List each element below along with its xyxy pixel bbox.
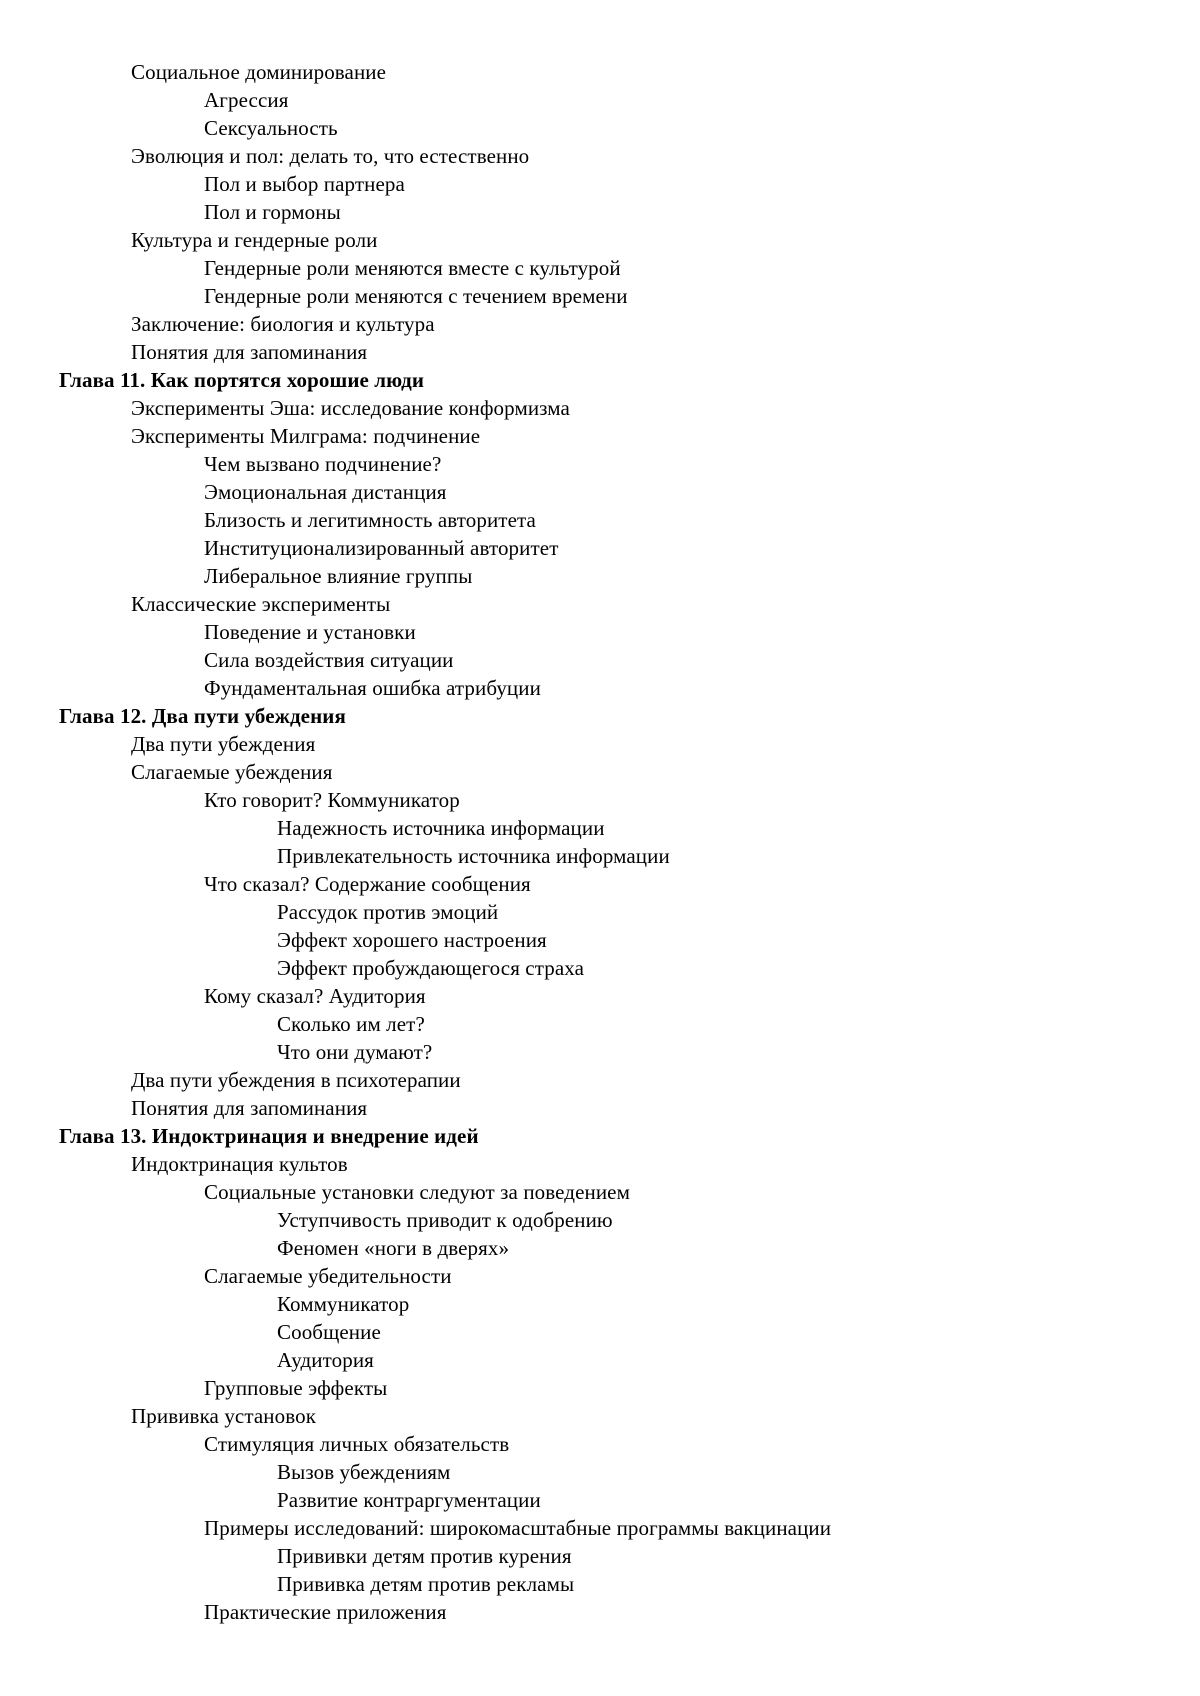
toc-entry: Развитие контраргументации — [277, 1488, 541, 1512]
toc-entry: Вызов убеждениям — [277, 1460, 451, 1484]
toc-entry: Прививки детям против курения — [277, 1544, 572, 1568]
toc-entry: Пол и выбор партнера — [204, 172, 405, 196]
toc-entry: Коммуникатор — [277, 1292, 410, 1316]
chapter-heading: Глава 11. Как портятся хорошие люди — [59, 368, 425, 392]
toc-entry: Понятия для запоминания — [131, 340, 368, 364]
toc-entry: Что сказал? Содержание сообщения — [204, 872, 531, 896]
toc-entry: Примеры исследований: широкомасштабные программы вакцинации — [204, 1516, 832, 1540]
toc-entry: Кому сказал? Аудитория — [204, 984, 426, 1008]
toc-entry: Эксперименты Эша: исследование конформизма — [131, 396, 570, 420]
toc-entry: Групповые эффекты — [204, 1376, 388, 1400]
chapter-heading: Глава 13. Индоктринация и внедрение идей — [59, 1124, 479, 1148]
toc-entry: Слагаемые убедительности — [204, 1264, 452, 1288]
toc-entry: Сколько им лет? — [277, 1012, 425, 1036]
toc-entry: Уступчивость приводит к одобрению — [277, 1208, 613, 1232]
toc-entry: Что они думают? — [277, 1040, 433, 1064]
toc-entry: Агрессия — [204, 88, 289, 112]
toc-entry: Сила воздействия ситуации — [204, 648, 454, 672]
toc-entry: Надежность источника информации — [277, 816, 605, 840]
toc-entry: Либеральное влияние группы — [204, 564, 473, 588]
toc-entry: Прививка установок — [131, 1404, 317, 1428]
toc-entry: Гендерные роли меняются с течением времени — [204, 284, 628, 308]
toc-entry: Близость и легитимность авторитета — [204, 508, 536, 532]
toc-entry: Культура и гендерные роли — [131, 228, 378, 252]
toc-entry: Аудитория — [277, 1348, 374, 1372]
toc-entry: Эффект хорошего настроения — [277, 928, 547, 952]
toc-entry: Институционализированный авторитет — [204, 536, 559, 560]
toc-entry: Кто говорит? Коммуникатор — [204, 788, 460, 812]
toc-entry: Эксперименты Милграма: подчинение — [131, 424, 481, 448]
toc-entry: Два пути убеждения в психотерапии — [131, 1068, 461, 1092]
toc-entry: Два пути убеждения — [131, 732, 316, 756]
toc-entry: Эмоциональная дистанция — [204, 480, 447, 504]
toc-entry: Стимуляция личных обязательств — [204, 1432, 510, 1456]
toc-entry: Классические эксперименты — [131, 592, 391, 616]
toc-entry: Прививка детям против рекламы — [277, 1572, 575, 1596]
toc-entry: Фундаментальная ошибка атрибуции — [204, 676, 541, 700]
toc-entry: Понятия для запоминания — [131, 1096, 368, 1120]
toc-entry: Индоктринация культов — [131, 1152, 348, 1176]
toc-entry: Эффект пробуждающегося страха — [277, 956, 585, 980]
toc-entry: Эволюция и пол: делать то, что естественно — [131, 144, 530, 168]
toc-entry: Практические приложения — [204, 1600, 447, 1624]
toc-entry: Социальные установки следуют за поведением — [204, 1180, 630, 1204]
toc-entry: Пол и гормоны — [204, 200, 341, 224]
toc-entry: Слагаемые убеждения — [131, 760, 333, 784]
toc-entry: Социальное доминирование — [131, 60, 387, 84]
toc-entry: Сообщение — [277, 1320, 381, 1344]
toc-entry: Привлекательность источника информации — [277, 844, 670, 868]
chapter-heading: Глава 12. Два пути убеждения — [59, 704, 346, 728]
toc-entry: Сексуальность — [204, 116, 338, 140]
toc-entry: Чем вызвано подчинение? — [204, 452, 442, 476]
toc-entry: Поведение и установки — [204, 620, 416, 644]
table-of-contents — [0, 58, 1200, 1626]
toc-entry: Заключение: биология и культура — [131, 312, 435, 336]
toc-entry: Феномен «ноги в дверях» — [277, 1236, 510, 1260]
toc-entry: Рассудок против эмоций — [277, 900, 499, 924]
toc-entry: Гендерные роли меняются вместе с культурой — [204, 256, 621, 280]
